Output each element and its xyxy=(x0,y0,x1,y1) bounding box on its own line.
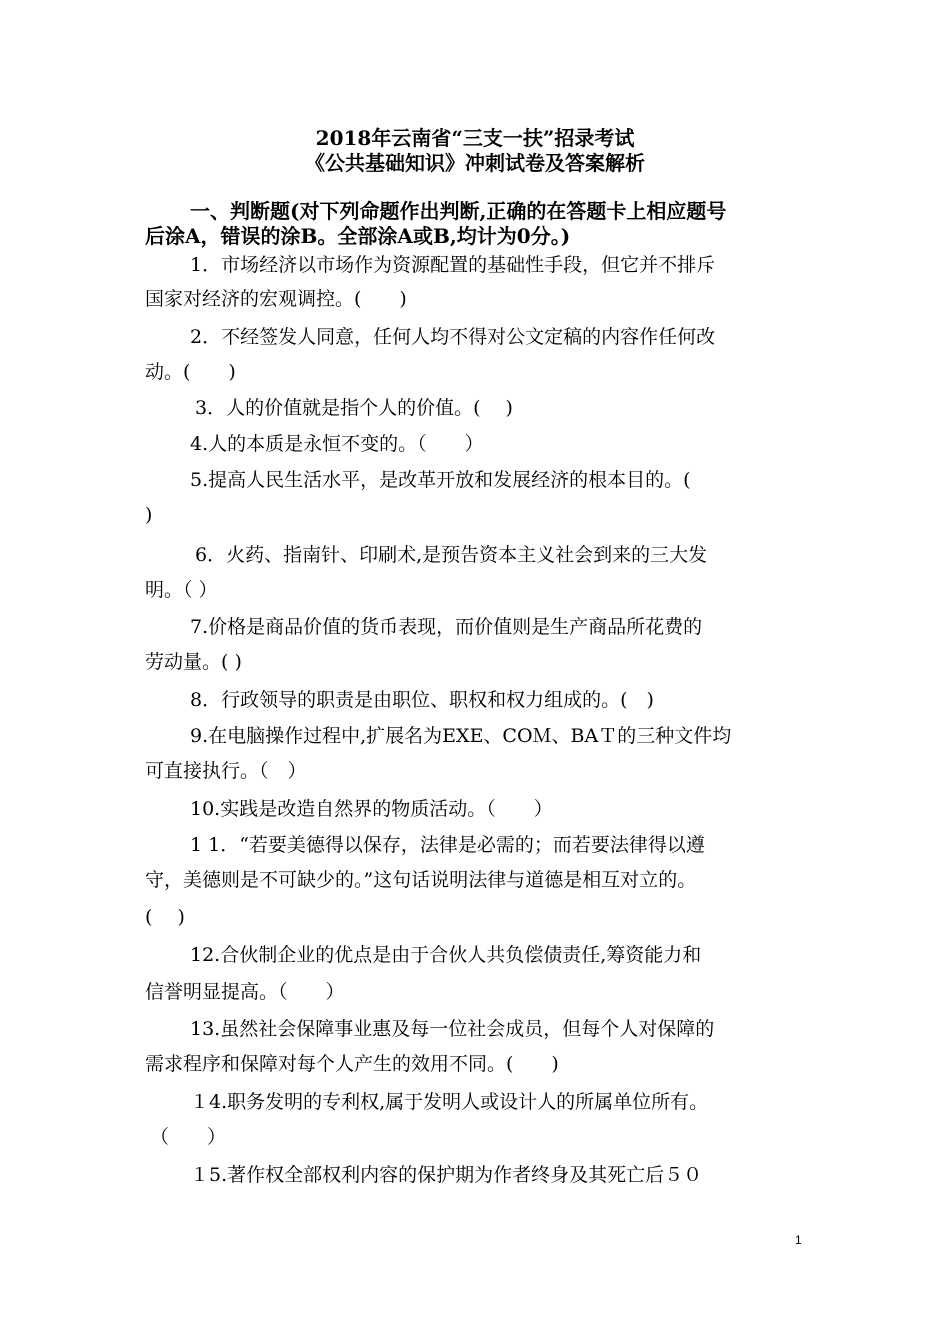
document-title-line1: 2018年云南省“三支一扶”招录考试 xyxy=(315,126,635,150)
question-5-line1: 5.提高人民生活水平，是改革开放和发展经济的根本目的。( xyxy=(190,469,691,491)
question-11-line3: ( ) xyxy=(145,906,185,928)
page-number: 1 xyxy=(795,1233,802,1247)
document-title-line2: 《公共基础知识》冲刺试卷及答案解析 xyxy=(305,151,645,175)
section-heading-line1: 一、判断题(对下列命题作出判断,正确的在答题卡上相应题号 xyxy=(190,199,727,223)
question-2-line1: 2．不经签发人同意，任何人均不得对公文定稿的内容作任何改 xyxy=(190,326,716,348)
question-3-line1: 3．人的价值就是指个人的价值。( ) xyxy=(195,397,513,419)
question-14-line2: （ ） xyxy=(150,1126,227,1148)
question-4-line1: 4.人的本质是永恒不变的。（ ） xyxy=(190,433,484,455)
question-11-line1: 1 1．“若要美德得以保存，法律是必需的；而若要法律得以遵 xyxy=(190,834,705,856)
question-7-line2: 劳动量。( ) xyxy=(145,651,242,673)
question-9-line2: 可直接执行。（ ） xyxy=(145,760,307,782)
question-6-line2: 明。（ ） xyxy=(145,579,218,601)
question-8-line1: 8．行政领导的职责是由职位、职权和权力组成的。( ) xyxy=(190,689,654,711)
question-14-line1: １4.职务发明的专利权,属于发明人或设计人的所属单位所有。 xyxy=(190,1091,709,1113)
question-list xyxy=(145,0,825,1210)
question-11-line2: 守，美德则是不可缺少的。”这句话说明法律与道德是相互对立的。 xyxy=(145,869,697,891)
section-heading-line2: 后涂A，错误的涂B。全部涂A或B,均计为0分。) xyxy=(145,224,571,248)
question-13-line2: 需求程序和保障对每个人产生的效用不同。( ) xyxy=(145,1053,559,1075)
question-9-line1: 9.在电脑操作过程中,扩展名为EXE、COＭ、BAＴ的三种文件均 xyxy=(190,725,732,747)
question-2-line2: 动。( ) xyxy=(145,361,236,383)
question-1-line1: 1．市场经济以市场作为资源配置的基础性手段，但它并不排斥 xyxy=(190,254,716,276)
question-10-line1: 10.实践是改造自然界的物质活动。（ ） xyxy=(190,798,553,820)
question-12-line2: 信誉明显提高。（ ） xyxy=(145,981,345,1003)
question-12-line1: 12.合伙制企业的优点是由于合伙人共负偿债责任,筹资能力和 xyxy=(190,944,702,966)
question-6-line1: 6．火药、指南针、印刷术,是预告资本主义社会到来的三大发 xyxy=(195,544,708,566)
question-5-line2: ) xyxy=(145,504,153,526)
question-7-line1: 7.价格是商品价值的货币表现，而价值则是生产商品所花费的 xyxy=(190,616,703,638)
question-13-line1: 13.虽然社会保障事业惠及每一位社会成员，但每个人对保障的 xyxy=(190,1018,715,1040)
question-15-line1: １5.著作权全部权利内容的保护期为作者终身及其死亡后５０ xyxy=(190,1164,703,1186)
question-1-line2: 国家对经济的宏观调控。( ) xyxy=(145,288,407,310)
